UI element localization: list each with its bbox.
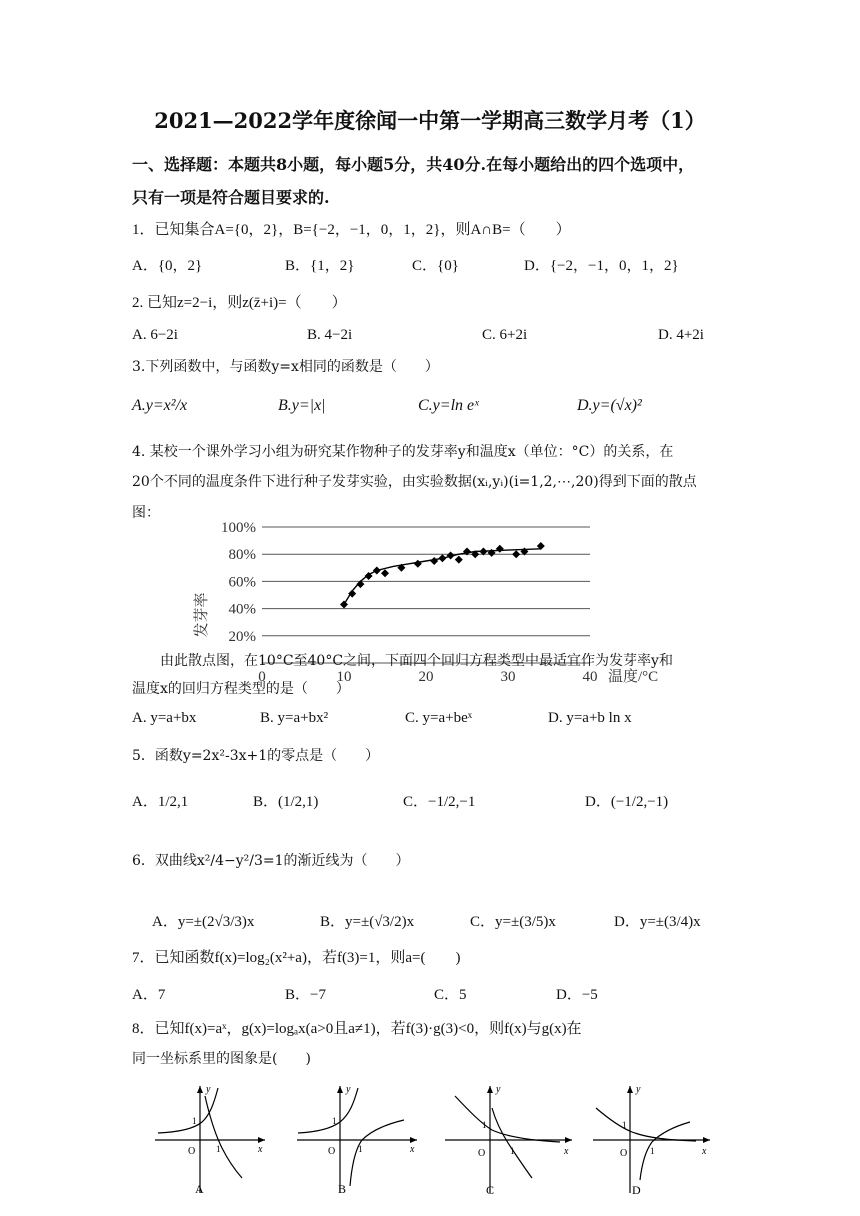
- q1-option-b: B．{1，2}: [285, 258, 355, 274]
- q8-graph-c: [440, 1078, 580, 1198]
- q1-option-a: A．{0，2}: [132, 258, 203, 274]
- q3-option-b: B.y=|x|: [278, 397, 326, 414]
- x-tick-label: 0: [258, 669, 266, 685]
- q4-line3: 图：: [132, 505, 160, 521]
- q7-option-b: B．−7: [285, 987, 326, 1003]
- y-tick-label: 60%: [228, 574, 256, 591]
- q6-option-d: D．y=±(3/4)x: [614, 914, 701, 930]
- x-tick-label: 20: [418, 669, 434, 685]
- q3-stem: 3.下列函数中，与函数y=x相同的函数是（ ）: [132, 359, 439, 375]
- q8-graph-b: [292, 1078, 422, 1198]
- q1-option-c: C．{0}: [412, 258, 459, 274]
- q6-stem: 6．双曲线x²/4−y²/3=1的渐近线为（ ）: [132, 853, 410, 869]
- y-tick-label: 20%: [228, 628, 256, 645]
- q6-option-a: A．y=±(2√3/3)x: [152, 914, 255, 930]
- q5-option-d: D．(−1/2,−1): [585, 794, 669, 810]
- graph-b-y-label: y: [346, 1084, 351, 1095]
- q7-option-a: A．7: [132, 987, 166, 1003]
- scatter-point: [340, 601, 348, 609]
- page-title: 2021—2022学年度徐闻一中第一学期高三数学月考（1）: [154, 108, 706, 133]
- graph-a-y-label: y: [206, 1084, 211, 1095]
- q4-line5: 温度x的回归方程类型的是（ ）: [132, 681, 350, 697]
- graph-d-y-label: y: [636, 1084, 641, 1095]
- q3-option-a: A.y=x²/x: [132, 397, 188, 414]
- y-axis-label: 发芽率: [194, 592, 210, 638]
- section-heading-line1: 一、选择题：本题共8小题，每小题5分，共40分.在每小题给出的四个选项中，: [132, 155, 695, 174]
- q7-option-d: D．−5: [556, 987, 598, 1003]
- q6-option-b: B．y=±(√3/2)x: [320, 914, 415, 930]
- q2-stem: 2. 已知z=2−i，则z(z̄+i)=（ ）: [132, 295, 347, 311]
- graph-d-label: D: [632, 1183, 641, 1197]
- graph-d-origin: O: [620, 1148, 628, 1159]
- graph-d-x-label: x: [702, 1146, 707, 1157]
- scatter-point: [438, 554, 446, 562]
- scatter-point: [381, 569, 389, 577]
- scatter-point: [512, 550, 520, 558]
- q2-option-b: B. 4−2i: [307, 327, 353, 343]
- scatter-point: [447, 552, 455, 560]
- q4-line1: 4. 某校一个课外学习小组为研究某作物种子的发芽率y和温度x（单位：°C）的关系，在: [132, 444, 674, 460]
- q8-graph-d: [588, 1078, 718, 1198]
- q2-option-c: C. 6+2i: [482, 327, 528, 343]
- scatter-point: [414, 560, 422, 568]
- y-tick-label: 100%: [221, 520, 256, 536]
- chart-points: [340, 542, 545, 608]
- graph-b-one-y: 1: [332, 1116, 337, 1126]
- q5-option-a: A．1/2,1: [132, 794, 189, 810]
- q1-stem: 1．已知集合A={0，2}，B={−2，−1，0，1，2}，则A∩B=（ ）: [132, 222, 571, 238]
- y-tick-label: 40%: [228, 601, 256, 618]
- q3-option-c: C.y=ln eˣ: [418, 397, 479, 414]
- y-tick-label: 80%: [228, 547, 256, 564]
- q5-option-c: C．−1/2,−1: [403, 794, 476, 810]
- q8-line2: 同一坐标系里的图象是( ): [132, 1051, 311, 1067]
- q8-line1: 8．已知f(x)=aˣ，g(x)=logₐx(a>0且a≠1)，若f(3)·g(3)<0，则f(x)与g(x)在: [132, 1021, 582, 1037]
- graph-c-origin: O: [478, 1148, 486, 1159]
- graph-b-x-label: x: [410, 1144, 415, 1155]
- q4-option-b: B. y=a+bx²: [260, 710, 329, 726]
- graph-d-one-y: 1: [622, 1120, 627, 1130]
- q4-option-a: A. y=a+bx: [132, 710, 197, 726]
- graph-c-x-label: x: [564, 1146, 569, 1157]
- graph-a-one-y: 1: [192, 1116, 197, 1126]
- q2-option-a: A. 6−2i: [132, 327, 178, 343]
- q4-line2: 20个不同的温度条件下进行种子发芽实验，由实验数据(xᵢ,yᵢ)(i=1,2,⋯,20)得到下面的散点: [132, 474, 697, 490]
- q4-option-c: C. y=a+beˣ: [405, 710, 473, 726]
- q5-stem: 5．函数y=2x²-3x+1的零点是（ ）: [132, 748, 380, 764]
- x-tick-label: 40: [582, 669, 598, 685]
- scatter-point: [430, 557, 438, 565]
- q6-option-c: C．y=±(3/5)x: [470, 914, 556, 930]
- q8-graph-a: [150, 1078, 270, 1198]
- q7-stem: 7．已知函数f(x)=log₂(x²+a)，若f(3)=1，则a=( ): [132, 950, 461, 966]
- q3-option-d: D.y=(√x)²: [577, 397, 642, 414]
- graph-c-one-y: 1: [482, 1120, 487, 1130]
- q4-option-d: D. y=a+b ln x: [548, 710, 632, 726]
- graph-b-one-x: 1: [358, 1144, 363, 1154]
- graph-b-label: B: [338, 1182, 347, 1196]
- graph-c-one-x: 1: [510, 1146, 515, 1156]
- q2-option-d: D. 4+2i: [658, 327, 704, 343]
- q7-option-c: C．5: [434, 987, 467, 1003]
- graph-a-origin: O: [188, 1146, 196, 1157]
- scatter-point: [455, 556, 463, 564]
- x-axis-label: 温度/°C: [608, 669, 659, 685]
- graph-d-one-x: 1: [650, 1146, 655, 1156]
- q5-option-b: B．(1/2,1): [253, 794, 319, 810]
- scatter-point: [373, 567, 381, 575]
- graph-c-label: C: [486, 1183, 495, 1197]
- x-tick-label: 10: [336, 669, 352, 685]
- graph-a-x-label: x: [258, 1144, 263, 1155]
- graph-b-origin: O: [328, 1146, 336, 1157]
- graph-a-one-x: 1: [216, 1144, 221, 1154]
- graph-c-y-label: y: [496, 1084, 501, 1095]
- x-tick-label: 30: [500, 669, 516, 685]
- chart-y-ticks: [221, 520, 256, 645]
- q4-line4: 由此散点图，在10°C至40°C之间，下面四个回归方程类型中最适宜作为发芽率y和: [160, 653, 673, 669]
- scatter-point: [496, 545, 504, 553]
- q1-option-d: D．{−2，−1，0，1，2}: [524, 258, 679, 274]
- section-heading-line2: 只有一项是符合题目要求的.: [132, 188, 330, 207]
- graph-a-label: A: [195, 1182, 204, 1196]
